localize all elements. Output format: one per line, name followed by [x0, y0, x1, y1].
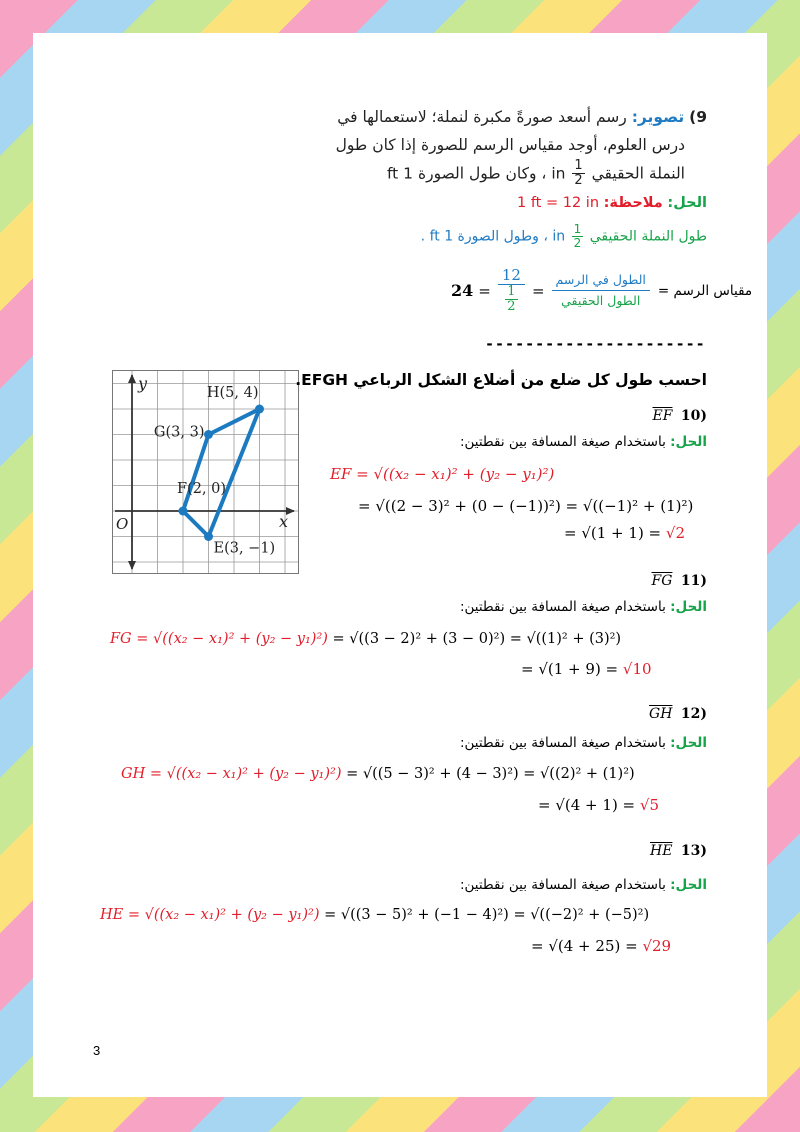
q9-line1 [307, 103, 707, 131]
q12-header [649, 706, 707, 722]
given-fraction [572, 223, 584, 250]
scale-eq1: = [531, 281, 545, 300]
origin-label: O [116, 515, 129, 533]
q9-line2: درس العلوم، أوجد مقياس الرسم للصورة إذا كان طول [335, 136, 685, 154]
point-e [204, 532, 213, 541]
q13-sol [460, 877, 707, 893]
q11-sol-label: الحل: [670, 599, 707, 615]
q12-formula: GH = √((x₂ − x₁)² + (y₂ − y₁)²) [121, 766, 342, 782]
given-text-a: طول النملة الحقيقي [589, 228, 707, 245]
q10-line3-text: = √(1 + 1) = [564, 524, 662, 542]
q12-line1b: = √((5 − 3)² + (4 − 3)²) = √((2)² + (1)²) [346, 766, 635, 782]
x-axis-label: x [279, 512, 289, 531]
q11-header [652, 573, 707, 589]
q10-header [653, 408, 708, 424]
q9-label: تصوير: [631, 108, 685, 126]
q11-segment: $\overline{FG}$ [651, 573, 673, 589]
q13-answer: √29 [642, 937, 672, 955]
q11-line1b: = √((3 − 2)² + (3 − 0)²) = √((1)² + (3)²) [332, 631, 622, 647]
q12-number: 12) [680, 706, 707, 722]
note-value: 1 ft = 12 in [517, 195, 600, 211]
point-label-h: H(5, 4) [206, 385, 259, 401]
q10-segment: $\overline{EF}$ [652, 408, 673, 424]
q9-line3 [307, 159, 707, 189]
point-g [204, 430, 213, 439]
q10-line2: = √((2 − 3)² + (0 − (−1))²) = √((−1)² + (1)²) [358, 497, 694, 515]
q11-line1 [110, 631, 621, 647]
point-h [255, 405, 264, 414]
q11-sol [460, 599, 707, 615]
q12-line1 [121, 766, 635, 782]
q9-fraction [572, 159, 584, 189]
q11-sol-text: باستخدام صيغة المسافة بين نقطتين: [459, 599, 666, 615]
q9-text-3a: النملة الحقيقي [591, 164, 685, 183]
point-f [179, 507, 188, 516]
point-label-f: F(2, 0) [177, 481, 227, 497]
sol-label: الحل: [667, 195, 707, 211]
given-frac-num: 1 [573, 222, 582, 236]
q11-answer: √10 [622, 660, 652, 678]
q13-sol-label: الحل: [670, 877, 707, 893]
scale-word-fraction [552, 273, 650, 308]
q11-line2-text: = √(1 + 9) = [521, 660, 619, 678]
q10-formula: EF = √((x₂ − x₁)² + (y₂ − y₁)²) [330, 465, 555, 483]
q12-line2 [538, 796, 659, 814]
q9-frac-num: 1 [574, 158, 583, 173]
q10-line3 [564, 524, 685, 542]
q12-answer: √5 [639, 796, 660, 814]
q11-formula: FG = √((x₂ − x₁)² + (y₂ − y₁)²) [110, 631, 328, 647]
q9-given [421, 223, 707, 250]
q13-line2 [531, 937, 671, 955]
half-den: 2 [507, 298, 516, 314]
q9-text-1: رسم أسعد صورةً مكبرة لنملة؛ لاستعمالها في [337, 108, 627, 126]
q13-formula: HE = √((x₂ − x₁)² + (y₂ − y₁)²) [100, 907, 320, 923]
q9-number: 9) [689, 108, 707, 126]
point-label-g: G(3, 3) [153, 424, 205, 441]
page-number: 3 [93, 1043, 101, 1058]
q9-block [307, 103, 707, 189]
coordinate-graph [112, 370, 299, 574]
y-axis-arrow-up [128, 374, 136, 383]
q9-text-3b: in ، وكان طول الصورة 1 ft [386, 164, 566, 183]
graph-svg [113, 371, 298, 573]
q13-header [650, 843, 707, 859]
y-axis-arrow-down [128, 561, 136, 570]
scale-half [498, 285, 525, 315]
scale-eq2: = [478, 281, 491, 300]
point-label-e: E(3, −1) [213, 540, 276, 557]
given-frac-den: 2 [573, 236, 582, 251]
separator-dashes: ---------------------- [485, 335, 706, 353]
q10-answer: √2 [665, 524, 686, 542]
scale-numeric-fraction [498, 267, 525, 314]
q13-segment: $\overline{HE}$ [650, 843, 673, 859]
q13-line1 [100, 907, 649, 923]
q12-sol-label: الحل: [670, 735, 707, 751]
q12-sol [460, 735, 707, 751]
scale-num-ar: الطول في الرسم [552, 273, 650, 291]
q12-line2-text: = √(4 + 1) = [538, 796, 636, 814]
q11-line2 [521, 660, 652, 678]
scale-den-ar: الطول الحقيقي [561, 293, 641, 309]
scale-num12: 12 [498, 267, 525, 285]
half-num: 1 [507, 283, 516, 299]
q12-sol-text: باستخدام صيغة المسافة بين نقطتين: [459, 735, 666, 751]
given-text-b: in ، وطول الصورة 1 ft . [420, 228, 566, 245]
scale-result: 24 [451, 281, 474, 301]
q9-solution-note [517, 195, 707, 211]
instruction: احسب طول كل ضلع من أضلاع الشكل الرباعي EFGH. [295, 371, 707, 389]
scale-label: مقياس الرسم = [657, 282, 753, 299]
q10-sol [460, 434, 707, 450]
scale-equation [451, 267, 752, 314]
q13-line1b: = √((3 − 5)² + (−1 − 4)²) = √((−2)² + (−5)²) [324, 907, 650, 923]
q10-sol-label: الحل: [670, 434, 707, 450]
q10-number: 10) [680, 408, 707, 424]
note-label: ملاحظة: [603, 195, 663, 211]
q12-segment: $\overline{GH}$ [649, 706, 673, 722]
q9-frac-den: 2 [574, 173, 583, 189]
q13-sol-text: باستخدام صيغة المسافة بين نقطتين: [459, 877, 666, 893]
q13-number: 13) [680, 843, 707, 859]
y-axis-label: y [138, 374, 148, 393]
q11-number: 11) [680, 573, 707, 589]
q13-line2-text: = √(4 + 25) = [531, 937, 638, 955]
page-sheet [33, 33, 767, 1097]
q10-sol-text: باستخدام صيغة المسافة بين نقطتين: [459, 434, 666, 450]
